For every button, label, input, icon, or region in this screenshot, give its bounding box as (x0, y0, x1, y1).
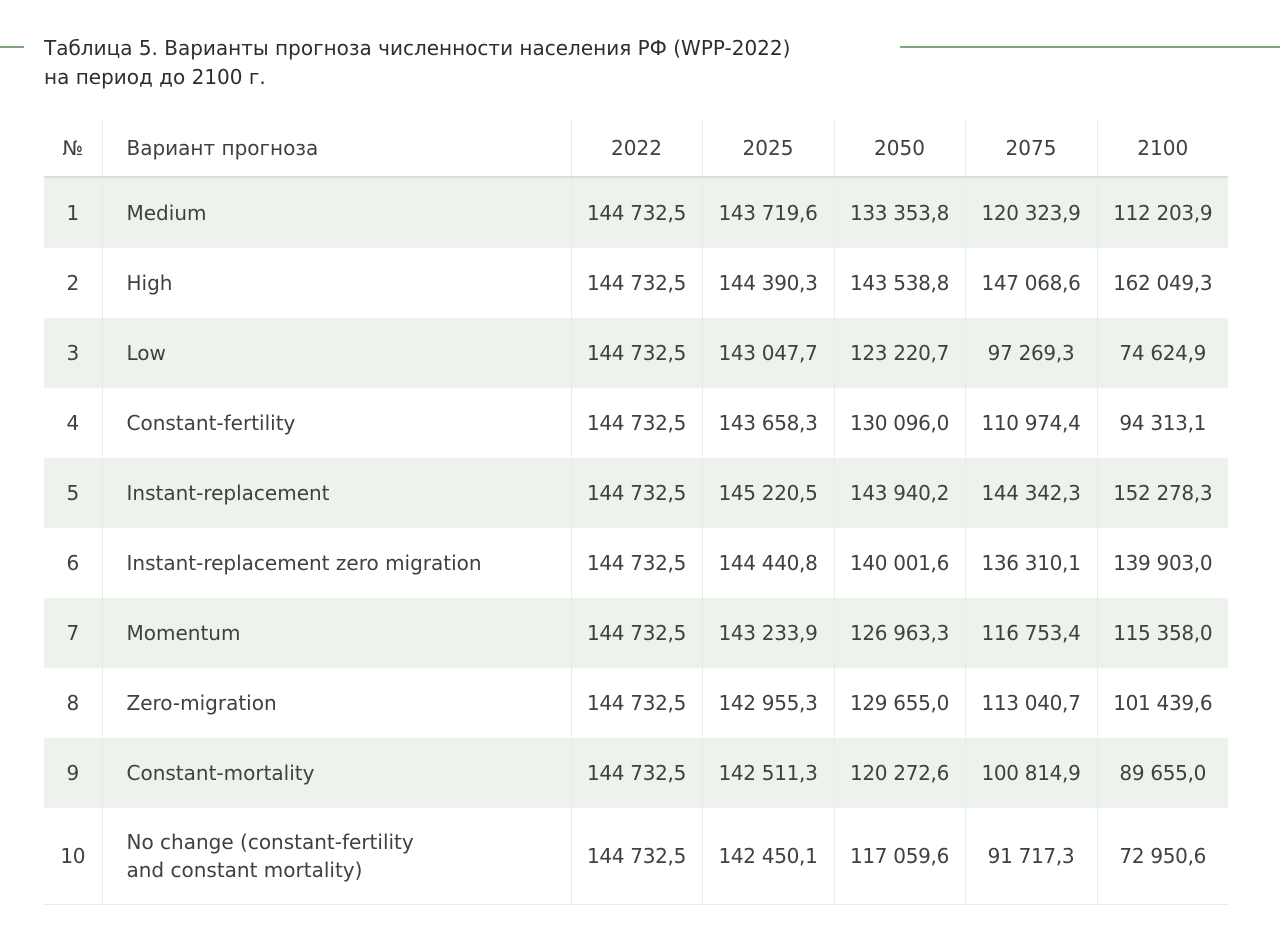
row-variant (102, 248, 571, 318)
row-value-2022: 144 732,5 (571, 318, 702, 388)
row-value-2100: 162 049,3 (1113, 271, 1213, 295)
row-value-2022: 144 732,5 (571, 248, 702, 318)
row-variant-label: Zero-migration (126, 691, 277, 715)
row-value-2025: 145 220,5 (702, 458, 834, 528)
table-title-line-1: Таблица 5. Варианты прогноза численности населения РФ (WPP-2022) (44, 36, 791, 60)
row-value-2100: 112 203,9 (1097, 177, 1228, 248)
table-row (44, 738, 1228, 808)
header-year-2050: 2050 (834, 120, 965, 177)
title-rule-right (900, 46, 1280, 48)
table-row (44, 248, 1228, 318)
row-value-2075: 91 717,3 (965, 808, 1097, 905)
row-value-2022: 144 732,5 (571, 458, 702, 528)
row-variant-label: Momentum (126, 621, 241, 645)
row-value-2025: 142 450,1 (702, 808, 834, 905)
row-variant-label: Instant-replacement zero migration (126, 551, 482, 575)
row-number: 4 (44, 388, 102, 458)
row-variant (102, 808, 571, 905)
row-number: 5 (44, 458, 102, 528)
row-value-2022: 144 732,5 (571, 808, 702, 905)
row-value-2025: 142 955,3 (702, 668, 834, 738)
row-value-2022: 144 732,5 (571, 528, 702, 598)
table-row (44, 388, 1228, 458)
row-value-2075: 144 342,3 (965, 458, 1097, 528)
row-variant-label-line-2: and constant mortality) (126, 858, 363, 882)
table-row (44, 598, 1228, 668)
row-variant-label: Medium (126, 201, 207, 225)
row-value-2075: 120 323,9 (965, 177, 1097, 248)
population-forecast-table (44, 120, 1228, 905)
row-value-2025: 143 047,7 (702, 318, 834, 388)
row-value-2022: 144 732,5 (571, 668, 702, 738)
row-value-2022: 144 732,5 (571, 177, 702, 248)
table-row (44, 808, 1228, 905)
row-value-2025: 144 440,8 (702, 528, 834, 598)
row-number: 2 (44, 248, 102, 318)
row-value-2050: 133 353,8 (834, 177, 965, 248)
row-number: 1 (44, 177, 102, 248)
header-year-2025: 2025 (702, 120, 834, 177)
row-variant-label: No change (constant-fertility (126, 830, 414, 854)
row-value-2022: 144 732,5 (571, 598, 702, 668)
table-row (44, 668, 1228, 738)
row-value-2100: 89 655,0 (1097, 738, 1228, 808)
row-variant (102, 738, 571, 808)
row-variant (102, 528, 571, 598)
row-variant (102, 177, 571, 248)
row-value-2050: 143 940,2 (834, 458, 965, 528)
header-year-2100: 2100 (1097, 120, 1228, 177)
row-value-2050: 140 001,6 (834, 528, 965, 598)
row-variant-label: Instant-replacement (126, 481, 330, 505)
row-value-2025: 143 233,9 (702, 598, 834, 668)
header-year-2075: 2075 (965, 120, 1097, 177)
row-variant-label: High (126, 271, 173, 295)
row-variant (102, 598, 571, 668)
row-value-2075: 113 040,7 (965, 668, 1097, 738)
row-value-2050: 126 963,3 (834, 598, 965, 668)
row-value-2022: 144 732,5 (571, 738, 702, 808)
row-number: 6 (44, 528, 102, 598)
row-variant (102, 458, 571, 528)
table-row (44, 318, 1228, 388)
row-value-2075: 100 814,9 (965, 738, 1097, 808)
row-value-2050: 129 655,0 (834, 668, 965, 738)
row-value-2025: 143 658,3 (702, 388, 834, 458)
row-variant-label: Constant-mortality (126, 761, 315, 785)
row-value-2100: 72 950,6 (1097, 808, 1228, 905)
row-number: 7 (44, 598, 102, 668)
row-value-2100: 94 313,1 (1119, 411, 1207, 435)
row-variant (102, 318, 571, 388)
row-variant-label: Low (126, 341, 166, 365)
header-year-2022: 2022 (571, 120, 702, 177)
row-number: 10 (44, 808, 102, 905)
row-number: 3 (44, 318, 102, 388)
row-value-2075: 147 068,6 (965, 248, 1097, 318)
header-number: № (44, 120, 102, 177)
row-value-2075: 97 269,3 (965, 318, 1097, 388)
row-value-2075: 110 974,4 (965, 388, 1097, 458)
table-row (44, 528, 1228, 598)
table-title (44, 34, 884, 92)
row-value-2050: 130 096,0 (834, 388, 965, 458)
row-value-2050: 123 220,7 (834, 318, 965, 388)
row-number: 9 (44, 738, 102, 808)
row-value-2100: 115 358,0 (1097, 598, 1228, 668)
row-value-2100: 101 439,6 (1113, 691, 1213, 715)
row-number: 8 (44, 668, 102, 738)
table-row (44, 177, 1228, 248)
row-variant-label: Constant-fertility (126, 411, 296, 435)
row-value-2075: 116 753,4 (965, 598, 1097, 668)
row-variant (102, 388, 571, 458)
row-value-2050: 117 059,6 (834, 808, 965, 905)
row-variant (102, 668, 571, 738)
row-value-2025: 142 511,3 (702, 738, 834, 808)
row-value-2100: 139 903,0 (1113, 551, 1213, 575)
row-value-2025: 144 390,3 (702, 248, 834, 318)
row-value-2100: 152 278,3 (1097, 458, 1228, 528)
row-value-2100: 74 624,9 (1097, 318, 1228, 388)
header-variant: Вариант прогноза (102, 120, 571, 177)
table-header-row (44, 120, 1228, 177)
row-value-2075: 136 310,1 (965, 528, 1097, 598)
row-value-2025: 143 719,6 (702, 177, 834, 248)
title-rule-left (0, 46, 24, 48)
table-title-line-2: на период до 2100 г. (44, 65, 266, 89)
row-value-2050: 143 538,8 (834, 248, 965, 318)
table-row (44, 458, 1228, 528)
row-value-2022: 144 732,5 (571, 388, 702, 458)
row-value-2050: 120 272,6 (834, 738, 965, 808)
